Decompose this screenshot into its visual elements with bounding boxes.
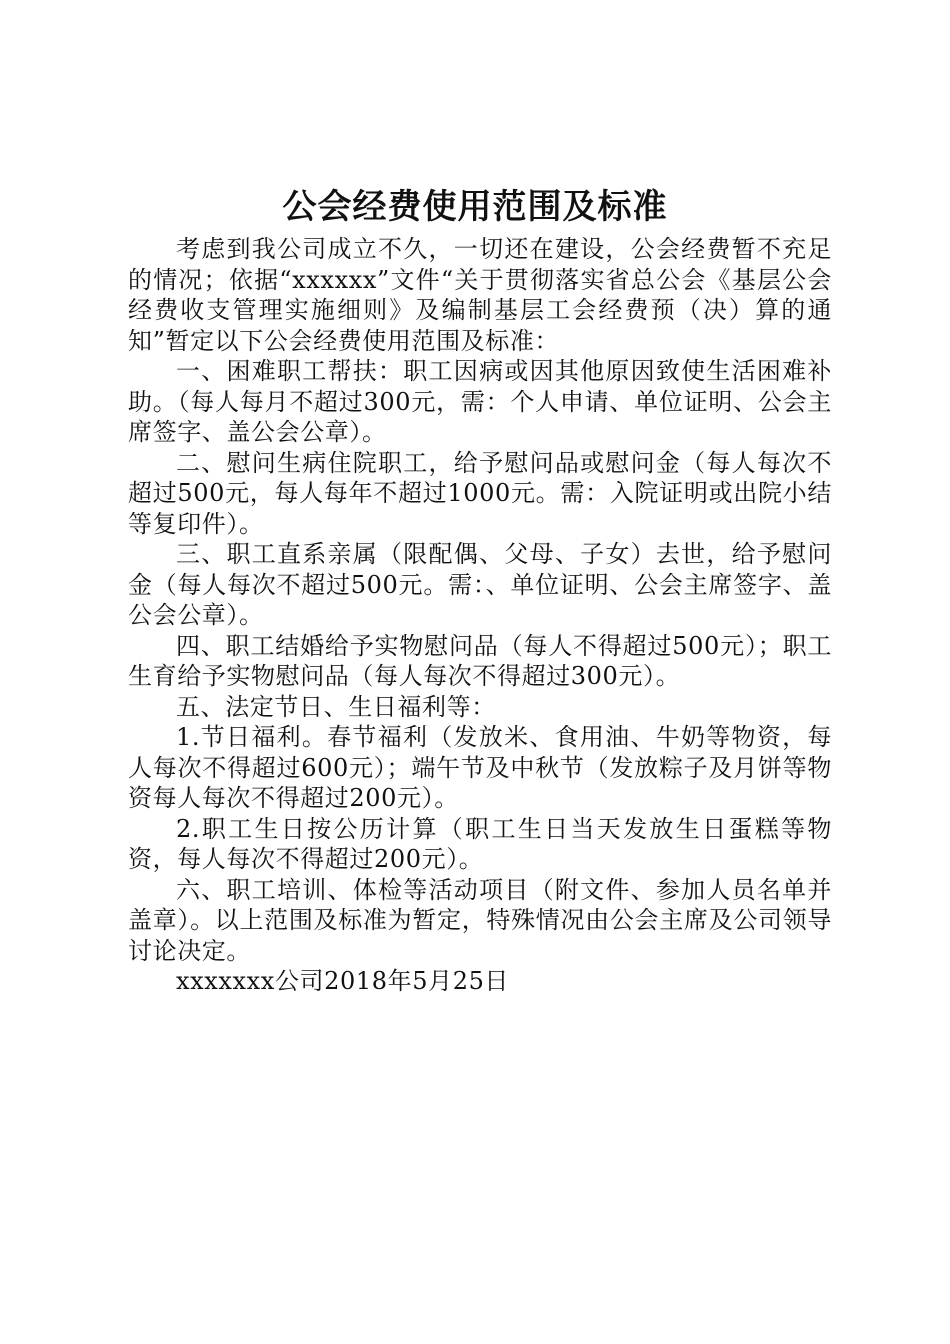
signature-date: xxxxxxx公司2018年5月25日	[176, 967, 510, 995]
item-hospital-visit: 二、慰问生病住院职工，给予慰问品或慰问金（每人每次不超过500元，每人每年不超过1000元。需：入院证明或出院小结等复印件）。	[128, 448, 832, 538]
item-training-checkup: 六、职工培训、体检等活动项目（附文件、参加人员名单并盖章）。以上范围及标准为暂定，特殊情况由公会主席及公司领导讨论决定。	[128, 875, 832, 965]
item-holiday-benefits: 1.节日福利。春节福利（发放米、食用油、牛奶等物资，每人每次不得超过600元）；端午节及中秋节（发放粽子及月饼等物资每人每次不得超过200元）。	[128, 723, 832, 812]
item-holiday-birthday-heading: 五、法定节日、生日福利等：	[176, 692, 496, 721]
document-title: 公会经费使用范围及标准	[282, 187, 668, 227]
document-body	[128, 234, 832, 997]
item-hardship-assistance: 一、困难职工帮扶：职工因病或因其他原因致使生活困难补助。（每人每月不超过300元，需：个人申请、单位证明、公会主席签字、盖公会公章）。	[128, 357, 832, 446]
item-marriage-childbirth: 四、职工结婚给予实物慰问品（每人不得超过500元）；职工生育给予实物慰问品（每人每次不得超过300元）。	[128, 631, 832, 690]
intro-paragraph: 考虑到我公司成立不久，一切还在建设，公会经费暂不充足的情况；依据“xxxxxx”文件“关于贯彻落实省总公会《基层公会经费收支管理实施细则》及编制基层工会经费预（决）算的通知”暂定以下公会经费使用范围及标准：	[128, 235, 832, 355]
item-bereavement: 三、职工直系亲属（限配偶、父母、子女）去世，给予慰问金（每人每次不超过500元。需：、单位证明、公会主席签字、盖公会公章）。	[128, 540, 832, 629]
item-birthday-benefits: 2.职工生日按公历计算（职工生日当天发放生日蛋糕等物资，每人每次不得超过200元）。	[128, 814, 832, 873]
